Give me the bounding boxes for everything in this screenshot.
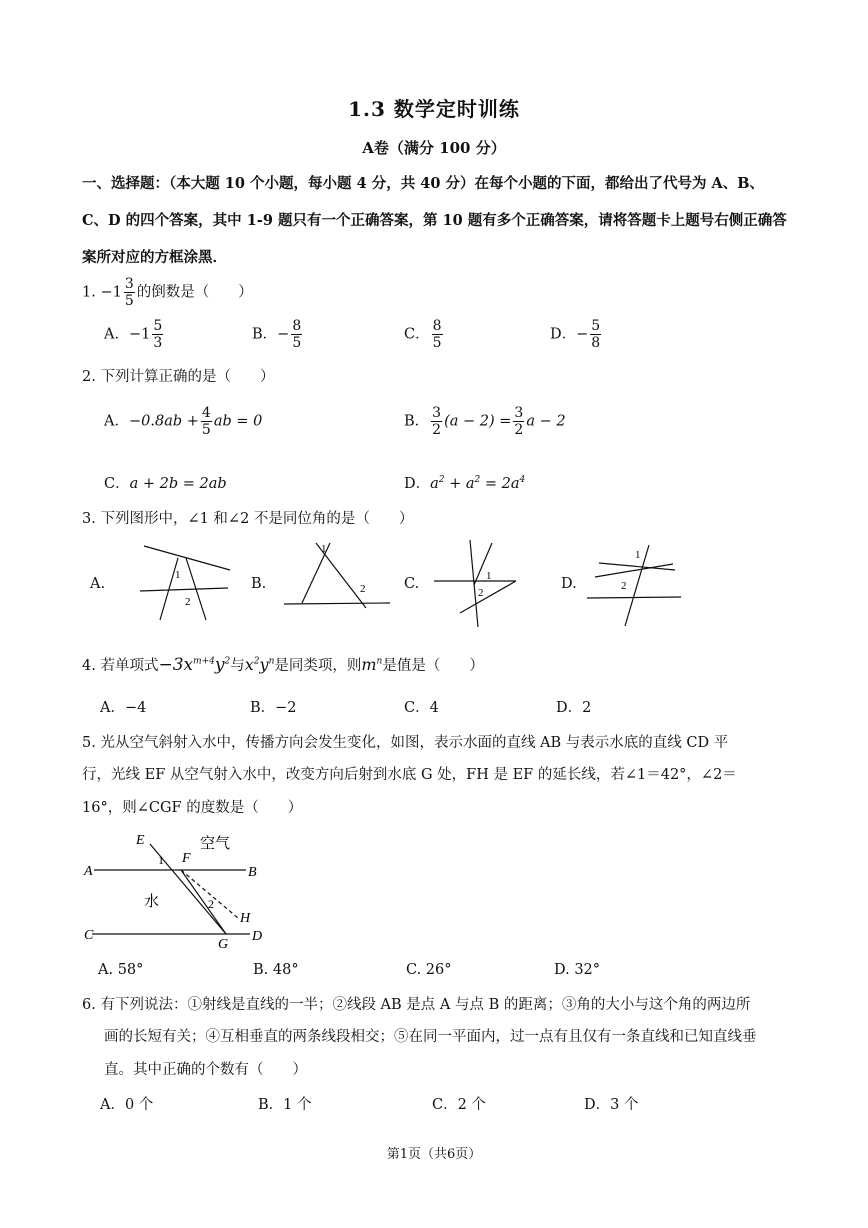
svg-text:A: A	[84, 864, 93, 879]
question-5-line2: 行，光线 EF 从空气射入水中，改变方向后射到水底 G 处，FH 是 EF 的延长线，若∠1＝42°，∠2＝	[82, 767, 737, 783]
svg-text:C: C	[84, 928, 94, 943]
page-subtitle: A卷（满分 100 分）	[362, 139, 506, 157]
q6-option-b: B．1 个	[258, 1097, 312, 1113]
q3-figure-d	[585, 540, 685, 630]
q3-label-d: D.	[561, 576, 577, 592]
svg-text:空气: 空气	[200, 836, 231, 852]
question-5-line1: 5. 光从空气斜射入水中，传播方向会发生变化，如图，表示水面的直线 AB 与表示水底的直线 CD 平	[82, 735, 729, 751]
q2-option-a: A．−0.8ab + $\frac{4}{5}$ ab = 0	[104, 405, 263, 438]
question-4: 4. 若单项式$-3x^{m+4}y^2$与$x^2y^n$是同类项，则$m^n$是值是（ ）	[82, 655, 484, 675]
svg-text:G: G	[218, 937, 229, 952]
q4-option-a: A．−4	[100, 700, 147, 716]
q1-option-d: D．− $\frac{5}{8}$	[550, 318, 601, 351]
svg-text:E: E	[136, 833, 145, 848]
q5-option-c: C. 26°	[406, 962, 452, 978]
q3-figure-a	[130, 538, 240, 628]
page-title: 1.3 数学定时训练	[348, 97, 520, 121]
svg-text:2: 2	[208, 897, 214, 911]
question-5-line3: 16°，则∠CGF 的度数是（ ）	[82, 800, 303, 816]
svg-text:1: 1	[158, 853, 164, 867]
q4-option-b: B．−2	[250, 700, 297, 716]
q1-option-c: C． $\frac{8}{5}$	[404, 318, 442, 351]
svg-text:1: 1	[175, 569, 181, 581]
q5-option-a: A. 58°	[98, 962, 144, 978]
q6-option-c: C．2 个	[432, 1097, 486, 1113]
q3-figure-c	[430, 535, 525, 630]
q5-figure	[78, 826, 278, 956]
q3-label-b: B.	[251, 576, 267, 592]
q2-option-d: D．$a^2 + a^2 = 2a^4$	[404, 475, 526, 492]
q1-option-b: B．− $\frac{8}{5}$	[252, 318, 302, 351]
svg-text:B: B	[248, 865, 257, 880]
q6-option-a: A．0 个	[100, 1097, 154, 1113]
svg-text:H: H	[240, 911, 251, 926]
section-instructions: 一、选择题：（本大题 10 个小题，每小题 4 分，共 40 分）在每个小题的下面，都给出了代号为 A、B、C、D 的四个答案，其中 1-9 题只有一个正确答案，第 10 题有多个正确答案，请将答题卡上题号右侧正确答案所对应的方框涂黑．	[82, 175, 787, 266]
q2-option-c: C．a + 2b = 2ab	[104, 476, 227, 492]
q1-mixed-whole: −1	[100, 284, 122, 301]
svg-text:1: 1	[321, 543, 327, 555]
svg-text:D: D	[252, 929, 263, 944]
svg-text:2: 2	[185, 596, 191, 608]
q5-option-b: B. 48°	[253, 962, 299, 978]
q6-option-d: D．3 个	[584, 1097, 639, 1113]
q1-stem-text: 的倒数是（ ）	[136, 284, 253, 301]
svg-text:2: 2	[621, 580, 627, 592]
question-6-line2: 画的长短有关；④互相垂直的两条线段相交；⑤在同一平面内，过一点有且仅有一条直线和已知直线垂	[104, 1029, 757, 1045]
q3-label-a: A.	[90, 576, 106, 592]
svg-text:2: 2	[478, 587, 484, 599]
q1-fraction: $\frac{3}{5}$	[124, 276, 134, 309]
q1-option-a: A．−1 $\frac{5}{3}$	[104, 318, 163, 351]
question-1	[82, 276, 253, 309]
q2-option-b: B． $\frac{3}{2}$ (a − 2) = $\frac{3}{2}$ a − 2	[404, 405, 566, 438]
question-6-line1: 6. 有下列说法：①射线是直线的一半；②线段 AB 是点 A 与点 B 的距离；③角的大小与这个角的两边所	[82, 997, 751, 1013]
question-3: 3. 下列图形中，∠1 和∠2 不是同位角的是（ ）	[82, 511, 414, 527]
svg-text:水: 水	[144, 894, 160, 910]
q4-option-d: D．2	[556, 700, 592, 716]
question-number: 1.	[82, 284, 96, 301]
q3-figure-b	[280, 538, 395, 618]
q3-label-c: C.	[404, 576, 420, 592]
q4-option-c: C．4	[404, 700, 439, 716]
page-footer: 第1页（共6页）	[386, 1147, 482, 1162]
svg-text:2: 2	[360, 583, 366, 595]
svg-text:F: F	[182, 851, 191, 866]
question-2: 2. 下列计算正确的是（ ）	[82, 369, 275, 385]
q5-option-d: D. 32°	[554, 962, 601, 978]
question-6-line3: 直。其中正确的个数有（ ）	[104, 1062, 307, 1078]
svg-text:1: 1	[486, 570, 492, 582]
svg-text:1: 1	[635, 549, 641, 561]
